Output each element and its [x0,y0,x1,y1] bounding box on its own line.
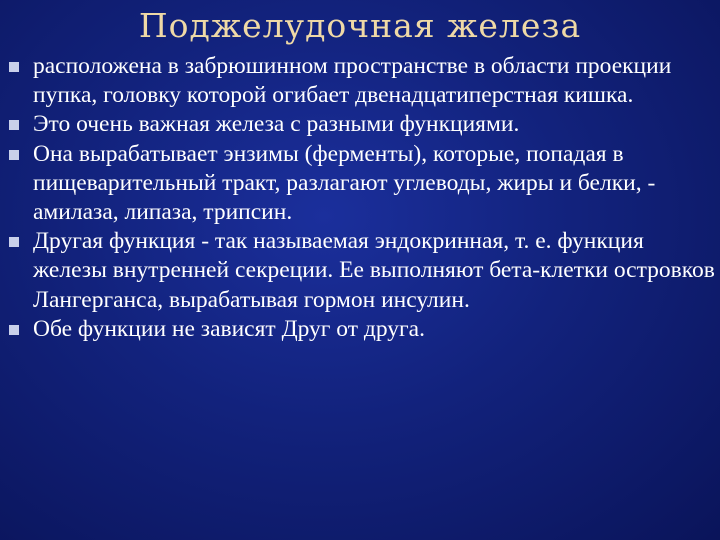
square-bullet-icon [9,62,19,72]
bullet-text: Другая функция - так называемая эндокринная, т. е. функция железы внутренней секреции. Ее выполняют бета-клетки островков Лангерганса, вырабатывая гормон инсулин. [33,228,715,313]
bullet-text: Это очень важная железа с разными функциями. [33,111,520,138]
bullet-item [0,110,720,139]
bullet-text: расположена в забрюшинном пространстве в области проекции пупка, головку которой огибает двенадцатиперстная кишка. [33,53,672,109]
square-bullet-icon [9,237,19,247]
square-bullet-icon [9,150,19,160]
slide-title: Поджелудочная железа [138,6,582,45]
bullet-item [0,52,720,110]
square-bullet-icon [9,120,19,130]
bullet-text: Обе функции не зависят Друг от друга. [33,315,425,342]
bullet-item [0,227,720,315]
bullet-item [0,315,720,344]
square-bullet-icon [9,325,19,335]
bullet-list [0,52,720,344]
bullet-item [0,140,720,228]
bullet-text: Она вырабатывает энзимы (ферменты), которые, попадая в пищеварительный тракт, разлагают углеводы, жиры и белки, - амилаза, липаза, трипсин. [33,140,656,226]
